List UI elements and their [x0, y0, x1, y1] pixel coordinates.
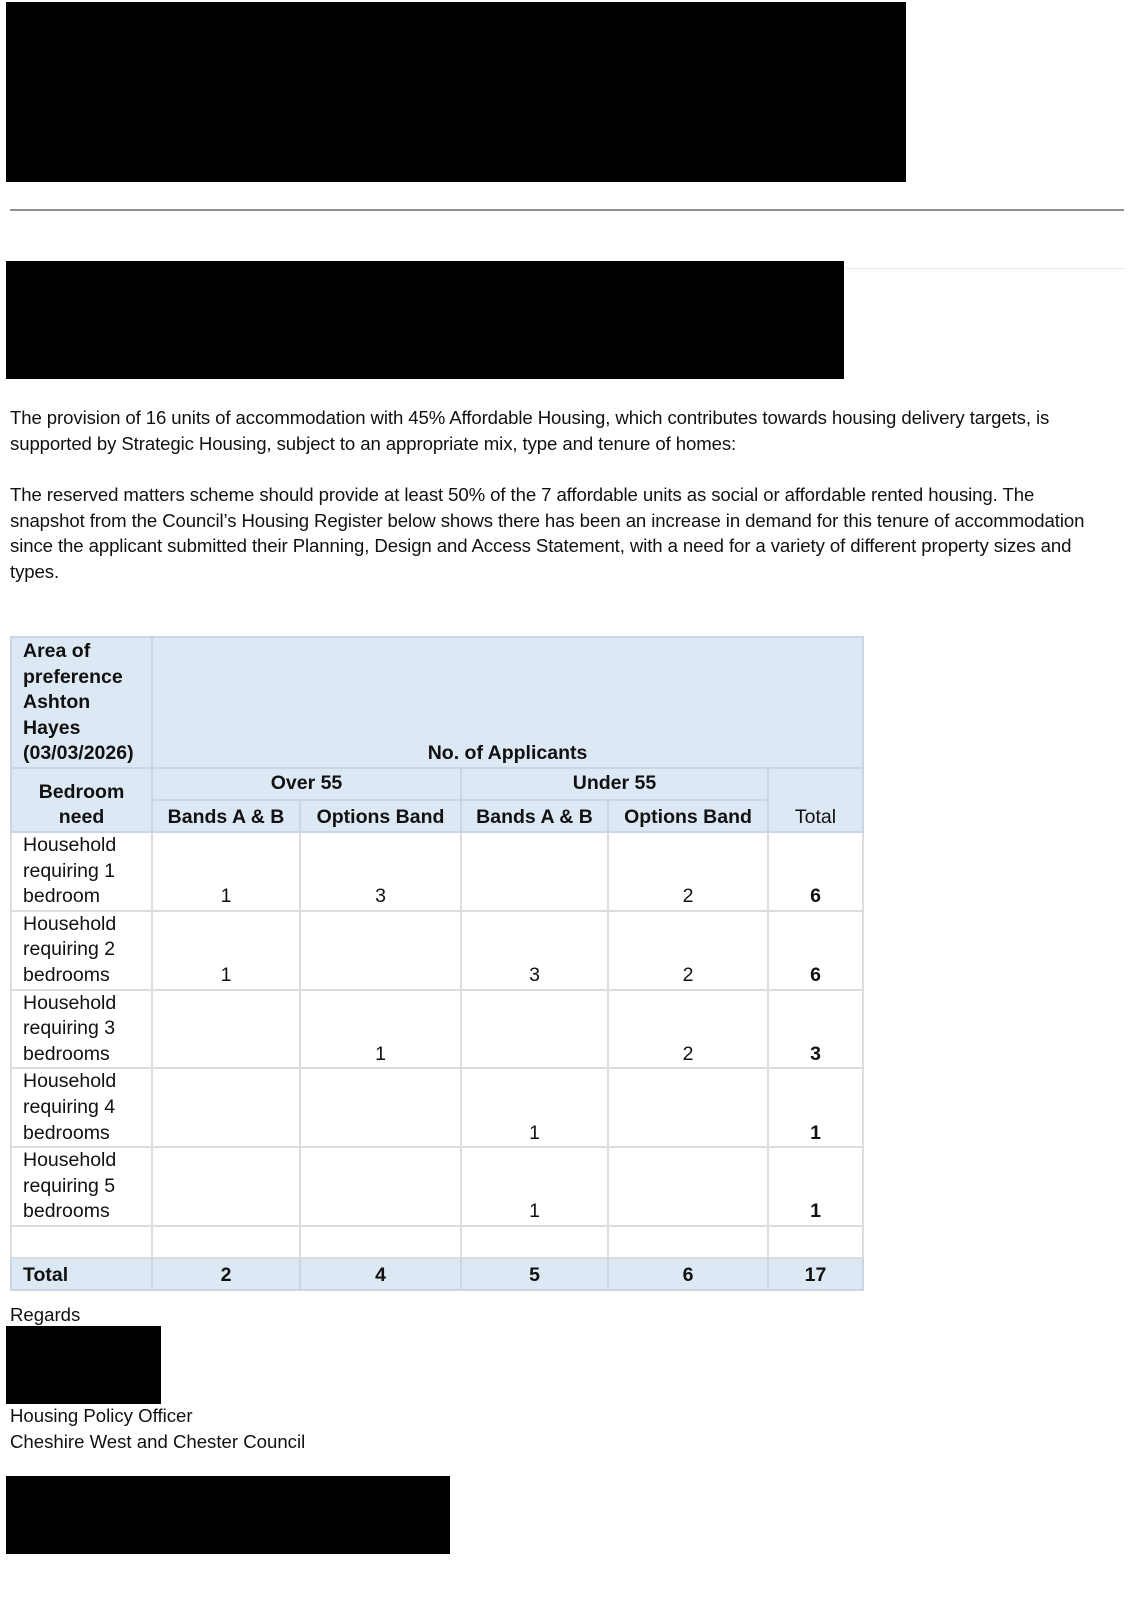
- under-55-options-band-header: Options Band: [608, 800, 768, 832]
- under-55-bands-ab-header: Bands A & B: [461, 800, 608, 832]
- totals-label: Total: [11, 1258, 152, 1290]
- table-spacer-row: [11, 1226, 863, 1258]
- total-over55-options-band: 4: [300, 1258, 461, 1290]
- row-label-5-bedrooms: [11, 1147, 152, 1226]
- area-of-preference-cell: [11, 637, 152, 768]
- over-55-options-band-header: Options Band: [300, 800, 461, 832]
- total-under55-options-band: 6: [608, 1258, 768, 1290]
- cell-row-total: 1: [768, 1068, 863, 1147]
- total-over55-bands-ab: 2: [152, 1258, 300, 1290]
- signoff-greeting: Regards: [10, 1304, 81, 1325]
- redacted-subject-block: [6, 261, 844, 379]
- cell-under55-bands-ab: [461, 832, 608, 911]
- table-row: [11, 1147, 863, 1226]
- intro-paragraph: The provision of 16 units of accommodation with 45% Affordable Housing, which contributes towards housing delivery targets, is supported by Strategic Housing, subject to an appropriate mix, type and tenure of homes:: [10, 407, 1050, 454]
- housing-register-table: [10, 636, 864, 1291]
- cell-under55-options-band: 2: [608, 911, 768, 990]
- cell-over55-options-band: [300, 1147, 461, 1226]
- applicants-header: [152, 637, 863, 768]
- table-row: [11, 832, 863, 911]
- row-label-4-bedrooms: [11, 1068, 152, 1147]
- row-label-line: requiring 5: [23, 1174, 116, 1197]
- row-label-3-bedrooms: [11, 990, 152, 1069]
- table-header-row-groups: [11, 768, 863, 800]
- total-header-label: Total: [794, 806, 837, 829]
- cell-row-total: 3: [768, 990, 863, 1069]
- area-label-line2: preference: [23, 665, 123, 688]
- cell-under55-bands-ab: 1: [461, 1068, 608, 1147]
- cell-under55-options-band: 2: [608, 832, 768, 911]
- cell-under55-bands-ab: 3: [461, 911, 608, 990]
- row-label-line: requiring 2: [23, 938, 116, 961]
- redacted-letter-header: [6, 2, 906, 182]
- cell-row-total: 6: [768, 911, 863, 990]
- bedroom-need-line2: need: [58, 806, 105, 829]
- cell-row-total: 1: [768, 1147, 863, 1226]
- row-label-line: bedrooms: [23, 963, 110, 986]
- header-divider: [10, 209, 1124, 211]
- cell-under55-options-band: [608, 1068, 768, 1147]
- row-label-line: bedrooms: [23, 1200, 110, 1223]
- area-name: Ashton Hayes: [23, 691, 91, 739]
- signoff-job-title: Housing Policy Officer: [10, 1405, 193, 1426]
- area-label-line1: Area of: [23, 640, 91, 662]
- grand-total: 17: [768, 1258, 863, 1290]
- cell-under55-bands-ab: [461, 990, 608, 1069]
- cell-under55-options-band: 2: [608, 990, 768, 1069]
- spacer-cell: [768, 1226, 863, 1258]
- total-under55-bands-ab: 5: [461, 1258, 608, 1290]
- redacted-footer-block: [6, 1476, 450, 1554]
- cell-over55-bands-ab: 1: [152, 832, 300, 911]
- table-totals-row: [11, 1258, 863, 1290]
- cell-over55-bands-ab: 1: [152, 911, 300, 990]
- spacer-cell: [300, 1226, 461, 1258]
- bedroom-need-header: [11, 768, 152, 832]
- table-row: [11, 1068, 863, 1147]
- row-label-line: Household: [23, 1070, 117, 1093]
- bedroom-need-line1: Bedroom: [38, 780, 125, 803]
- row-label-2-bedrooms: [11, 911, 152, 990]
- detail-paragraph: The reserved matters scheme should provide at least 50% of the 7 affordable units as social or affordable rented housing. The snapshot from the Council’s Housing Register below shows there has been an increase in demand for this tenure of accommodation since the applicant submitted their Planning, Design and Access Statement, with a need for a variety of different property sizes and types.: [10, 484, 1085, 582]
- cell-over55-options-band: [300, 911, 461, 990]
- snapshot-date: (03/03/2026): [23, 742, 134, 765]
- table-row: [11, 990, 863, 1069]
- signoff-organisation: Cheshire West and Chester Council: [10, 1431, 306, 1452]
- under-55-header: Under 55: [461, 768, 768, 800]
- row-label-line: bedrooms: [23, 1121, 110, 1144]
- spacer-cell: [11, 1226, 152, 1258]
- row-label-line: requiring 1: [23, 859, 116, 882]
- spacer-cell: [608, 1226, 768, 1258]
- row-label-line: Household: [23, 912, 117, 935]
- redacted-signature: [6, 1326, 161, 1404]
- row-label-line: Household: [23, 1149, 117, 1172]
- cell-over55-bands-ab: [152, 990, 300, 1069]
- row-label-line: requiring 3: [23, 1017, 116, 1040]
- cell-over55-options-band: 1: [300, 990, 461, 1069]
- table-header-row-area: [11, 637, 863, 768]
- cell-over55-options-band: [300, 1068, 461, 1147]
- cell-over55-bands-ab: [152, 1068, 300, 1147]
- row-label-1-bedroom: [11, 832, 152, 911]
- spacer-cell: [461, 1226, 608, 1258]
- over-55-header: Over 55: [152, 768, 461, 800]
- cell-over55-bands-ab: [152, 1147, 300, 1226]
- over-55-bands-ab-header: Bands A & B: [152, 800, 300, 832]
- total-header: [768, 768, 863, 832]
- cell-under55-bands-ab: 1: [461, 1147, 608, 1226]
- subject-divider: [846, 268, 1125, 269]
- cell-row-total: 6: [768, 832, 863, 911]
- row-label-line: Household: [23, 833, 117, 856]
- applicants-label: No. of Applicants: [427, 742, 588, 765]
- row-label-line: requiring 4: [23, 1095, 116, 1118]
- table-row: [11, 911, 863, 990]
- row-label-line: bedroom: [23, 885, 100, 908]
- cell-over55-options-band: 3: [300, 832, 461, 911]
- row-label-line: Household: [23, 991, 117, 1014]
- row-label-line: bedrooms: [23, 1042, 110, 1065]
- spacer-cell: [152, 1226, 300, 1258]
- cell-under55-options-band: [608, 1147, 768, 1226]
